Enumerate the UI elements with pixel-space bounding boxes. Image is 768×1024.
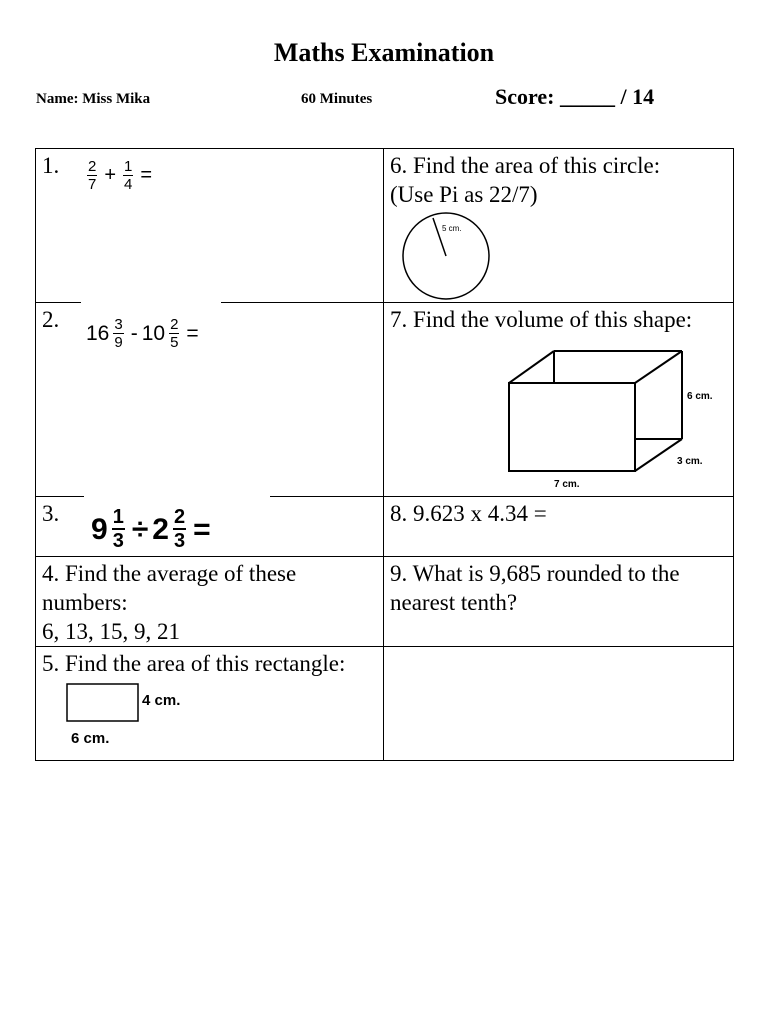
question-2-expression bbox=[86, 317, 203, 350]
question-8-cell bbox=[384, 497, 734, 557]
question-line: 9. What is 9,685 rounded to the bbox=[390, 561, 680, 586]
question-8-text: 8. 9.623 x 4.34 = bbox=[390, 501, 547, 526]
whole-number: 16 bbox=[86, 322, 110, 345]
cuboid-figure bbox=[474, 343, 724, 493]
empty-cell bbox=[384, 647, 734, 761]
operator: + bbox=[104, 164, 117, 186]
question-7-text: 7. Find the volume of this shape: bbox=[390, 307, 693, 332]
numerator: 2 bbox=[170, 316, 179, 333]
denominator: 5 bbox=[170, 334, 179, 351]
question-5-cell bbox=[36, 647, 384, 761]
table-row bbox=[36, 303, 734, 497]
image-overlap bbox=[81, 301, 221, 305]
exam-duration: 60 Minutes bbox=[301, 91, 373, 107]
equals-sign: = bbox=[186, 322, 199, 345]
question-number: 1. bbox=[42, 153, 60, 178]
table-row bbox=[36, 647, 734, 761]
numerator: 2 bbox=[88, 158, 97, 175]
question-4-text bbox=[42, 559, 379, 646]
question-line: nearest tenth? bbox=[390, 590, 518, 615]
question-4-cell bbox=[36, 557, 384, 647]
question-9-text bbox=[390, 559, 729, 617]
cuboid-edge bbox=[635, 351, 682, 383]
rectangle-height-label: 4 cm. bbox=[142, 692, 181, 709]
question-1-expression bbox=[84, 159, 156, 192]
student-name: Name: Miss Mika bbox=[36, 91, 151, 107]
numerator: 1 bbox=[124, 158, 133, 175]
question-line: numbers: bbox=[42, 590, 128, 615]
denominator: 3 bbox=[112, 530, 124, 552]
number-list: 6, 13, 15, 9, 21 bbox=[42, 619, 180, 644]
table-row bbox=[36, 557, 734, 647]
circle-figure bbox=[400, 211, 492, 301]
question-number: 2. bbox=[42, 307, 60, 332]
fraction bbox=[173, 507, 186, 551]
question-5-text: 5. Find the area of this rectangle: bbox=[42, 651, 346, 676]
question-line: 6. Find the area of this circle: bbox=[390, 153, 661, 178]
fraction bbox=[112, 507, 125, 551]
question-6-cell bbox=[384, 149, 734, 303]
fraction bbox=[123, 159, 133, 192]
height-label: 6 cm. bbox=[687, 391, 713, 402]
rectangle-figure bbox=[64, 681, 214, 751]
question-3-expression bbox=[91, 507, 215, 551]
question-line: 4. Find the average of these bbox=[42, 561, 297, 586]
numerator: 3 bbox=[114, 316, 123, 333]
question-9-cell bbox=[384, 557, 734, 647]
question-3-cell bbox=[36, 497, 384, 557]
table-row bbox=[36, 149, 734, 303]
table-row bbox=[36, 497, 734, 557]
question-table bbox=[35, 148, 734, 761]
denominator: 9 bbox=[114, 334, 123, 351]
question-7-cell bbox=[384, 303, 734, 497]
whole-number: 2 bbox=[152, 512, 169, 546]
depth-label: 3 cm. bbox=[677, 456, 703, 467]
question-6-text bbox=[390, 151, 729, 209]
question-line: (Use Pi as 22/7) bbox=[390, 182, 538, 207]
question-2-cell bbox=[36, 303, 384, 497]
whole-number: 9 bbox=[91, 512, 108, 546]
fraction bbox=[169, 317, 179, 350]
score-field: Score: _____ / 14 bbox=[495, 84, 655, 109]
fraction bbox=[113, 317, 123, 350]
operator: - bbox=[130, 322, 138, 345]
width-label: 7 cm. bbox=[554, 479, 580, 490]
cuboid-edge bbox=[635, 439, 682, 471]
page-title: Maths Examination bbox=[273, 38, 495, 67]
numerator: 2 bbox=[173, 506, 186, 528]
image-overlap bbox=[84, 495, 270, 499]
question-1-cell bbox=[36, 149, 384, 303]
rectangle-width-label: 6 cm. bbox=[71, 730, 110, 747]
whole-number: 10 bbox=[141, 322, 166, 345]
fraction bbox=[87, 159, 97, 192]
question-number: 3. bbox=[42, 501, 60, 526]
denominator: 7 bbox=[88, 176, 97, 193]
rectangle-outline bbox=[67, 684, 138, 721]
denominator: 3 bbox=[173, 530, 186, 552]
cuboid-edge bbox=[509, 351, 554, 383]
equals-sign: = bbox=[140, 164, 153, 186]
equals-sign: = bbox=[193, 512, 211, 546]
denominator: 4 bbox=[124, 176, 133, 193]
numerator: 1 bbox=[112, 506, 124, 528]
operator: ÷ bbox=[131, 512, 149, 546]
cuboid-front-face bbox=[509, 383, 635, 471]
radius-label: 5 cm. bbox=[442, 224, 462, 233]
